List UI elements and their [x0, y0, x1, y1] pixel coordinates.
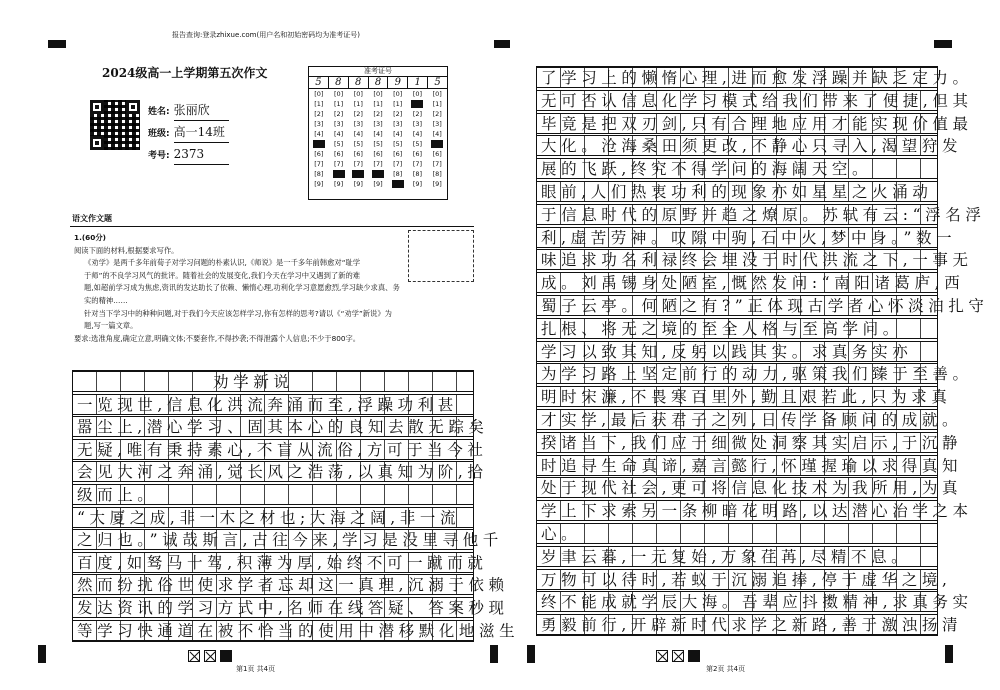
bubble-column: [408, 89, 428, 189]
bubble[interactable]: [2]: [432, 110, 442, 118]
header-note: 报告查询:登录zhixue.com(用户名和初始密码均为准考证号): [172, 31, 360, 39]
section-rule: [70, 226, 474, 227]
essay-row: [537, 455, 963, 476]
bubble[interactable]: [0]: [373, 90, 383, 98]
bubble[interactable]: [2]: [314, 110, 324, 118]
bubble[interactable]: [5]: [373, 140, 383, 148]
exam-title: 2024级高一上学期第五次作文: [102, 66, 268, 80]
bubble[interactable]: [0]: [393, 90, 403, 98]
qr-code: [90, 100, 140, 150]
answer-option-box[interactable]: [656, 650, 668, 662]
bubble[interactable]: [5]: [333, 140, 344, 148]
bubble[interactable]: [6]: [353, 150, 363, 158]
essay-row: [537, 341, 937, 362]
registration-mark: [38, 645, 46, 663]
bubble[interactable]: [4]: [333, 130, 344, 138]
essay-line: 级而上。: [77, 486, 158, 504]
admission-digit: 8: [369, 77, 389, 88]
bubble[interactable]: [1]: [353, 100, 363, 108]
essay-line: 揆诸当下,我们应于细微处洞察其实启示,于沉静: [541, 433, 963, 452]
essay-line: 然而纷扰俗世使求学者忘却这一真理,沉溺于依赖: [77, 576, 509, 595]
bubble-column: [388, 89, 408, 189]
bubble[interactable]: [3]: [353, 120, 363, 128]
bubble[interactable]: [3]: [393, 120, 403, 128]
bubble[interactable]: [4]: [314, 130, 324, 138]
bubble[interactable]: [3]: [314, 120, 324, 128]
admission-digit: 1: [408, 77, 428, 88]
bubble[interactable]: [8]: [432, 170, 442, 178]
essay-row: [537, 295, 989, 316]
bubble[interactable]: [0]: [432, 90, 442, 98]
bubble[interactable]: [3]: [432, 120, 442, 128]
essay-line: 万物可以待时,若蚁于沉溺追捧,停于虚华之境,: [541, 570, 952, 589]
essay-row: [537, 477, 963, 498]
question-line: 针对当下学习中的种种问题,对于我们今天应该怎样学习,你有怎样的思考?请以《“劝学”新说》为: [84, 308, 392, 318]
question-line: 于师”的不良学习风气的批评。随着社会的发展变化,我们今天在学习中又遇到了新的难: [84, 270, 361, 280]
bubble[interactable]: [1]: [373, 100, 383, 108]
admission-digit: 9: [388, 77, 408, 88]
bubble[interactable]: [9]: [412, 180, 423, 188]
bubble-column: [309, 89, 329, 189]
essay-row: [537, 227, 957, 248]
bubble[interactable]: [5]: [393, 140, 403, 148]
bubble[interactable]: [9]: [432, 180, 442, 188]
bubble[interactable]: [1]: [393, 100, 403, 108]
question-prompt: [74, 232, 404, 345]
id-label: 考号:: [148, 151, 170, 161]
bubble[interactable]: [7]: [353, 160, 363, 168]
essay-row: [537, 363, 973, 384]
bubble[interactable]: [5]: [412, 140, 423, 148]
essay-line: 会见大河之奔涌,觉长风之浩荡,以真知为阶,拾: [77, 463, 488, 482]
essay-row: [73, 484, 473, 505]
essay-row: [537, 204, 986, 225]
essay-row: [537, 546, 937, 567]
bubble[interactable]: [4]: [373, 130, 383, 138]
essay-line: 心。: [541, 525, 582, 543]
bubble[interactable]: [9]: [333, 180, 344, 188]
bubble[interactable]: [9]: [353, 180, 363, 188]
id-value: 2373: [174, 144, 229, 165]
essay-row: [537, 67, 973, 88]
essay-grid-right: [536, 66, 989, 636]
bubble[interactable]: [2]: [393, 110, 403, 118]
admission-digit: 8: [349, 77, 369, 88]
answer-option-box[interactable]: [188, 650, 200, 662]
essay-row: [73, 371, 473, 392]
class-label: 班级:: [148, 129, 170, 139]
essay-line: 发达资讯的学习方式中,名师在线答疑、答案秒现: [77, 599, 509, 617]
essay-line: 之归也。”诚哉斯言,古往今来,学习是没里寻他千: [77, 531, 503, 550]
registration-mark: [490, 645, 498, 663]
essay-row: [537, 409, 963, 430]
bubble[interactable]: [411, 100, 423, 108]
bubble[interactable]: [0]: [314, 90, 324, 98]
essay-line: 处于现代社会,更可将信息化技术为我所用,为真: [541, 479, 963, 498]
essay-line: 无疑,唯有秉持素心,不盲从流俗,方可于当今社: [77, 440, 488, 459]
essay-row: [73, 416, 489, 437]
bubble[interactable]: [8]: [314, 170, 324, 178]
bubble-column: [348, 89, 368, 189]
bubble[interactable]: [333, 170, 345, 178]
bubble[interactable]: [7]: [432, 160, 442, 168]
essay-row: [537, 386, 952, 407]
bubble[interactable]: [3]: [412, 120, 423, 128]
bubble[interactable]: [7]: [412, 160, 423, 168]
essay-line: 大化。沧海桑田须更改,不静心只寻入,渴望狩发: [541, 137, 963, 156]
name-label: 姓名:: [148, 107, 170, 117]
bubble[interactable]: [7]: [333, 160, 344, 168]
question-line: 阅读下面的材料,根据要求写作。: [74, 245, 179, 255]
essay-line: 眼前,人们热衷功利的现象亦如星星之火涌动: [541, 183, 933, 201]
bubble[interactable]: [9]: [314, 180, 324, 188]
bubble[interactable]: [2]: [353, 110, 363, 118]
bubble-column: [329, 89, 349, 189]
registration-mark: [527, 645, 535, 663]
bubble[interactable]: [431, 140, 443, 148]
essay-line: 蜀子云亭。何陋之有?”正体现古学者心怀淡泊扎守: [541, 297, 989, 315]
essay-row: [537, 113, 973, 134]
scoring-area: [408, 230, 474, 282]
essay-row: [537, 591, 973, 612]
essay-line: 勇毅前行,开辟新时代求学之新路,善于激浊扬清: [541, 616, 963, 635]
admission-caption: 准考证号: [309, 67, 447, 77]
essay-line: 了学习上的懒惰心理,进而愈发浮躁并缺乏定力。: [541, 69, 973, 87]
bubble-column: [427, 89, 447, 189]
admission-digit: 5: [434, 77, 441, 88]
essay-row: [537, 318, 937, 339]
essay-line: 嚣尘上,潜心学习、固其本心的良知去散无踪矣: [77, 418, 489, 437]
bubble[interactable]: [2]: [373, 110, 383, 118]
bubble[interactable]: [8]: [393, 170, 403, 178]
answer-option-box[interactable]: [672, 650, 684, 662]
bubble[interactable]: [0]: [333, 90, 344, 98]
bubble[interactable]: [3]: [333, 120, 344, 128]
bubble[interactable]: [372, 170, 384, 178]
bubble[interactable]: [7]: [373, 160, 383, 168]
essay-line: 学习以致其知,反躬以践其实。求真务实亦: [541, 342, 913, 361]
bubble[interactable]: [8]: [412, 170, 423, 178]
registration-mark: [494, 40, 510, 48]
essay-line: 展的飞跃,终究不得学问的海阔天空。: [541, 160, 873, 179]
essay-row: [537, 432, 963, 453]
bubble[interactable]: [2]: [333, 110, 344, 118]
bubble[interactable]: [6]: [314, 150, 324, 158]
essay-row: [537, 90, 973, 111]
bubble[interactable]: [7]: [314, 160, 324, 168]
class-value: 高一14班: [174, 122, 229, 143]
essay-line: 终不能成就学辰大海。吾辈应抖擞精神,求真务实: [541, 593, 973, 612]
essay-grid-left: [72, 370, 520, 642]
essay-line: 等学习快通道在被不恰当的使用中潜移默化地滋生: [77, 621, 520, 640]
bubble[interactable]: [4]: [432, 130, 442, 138]
essay-line: 学上下求索另一条柳暗花明路,以达潜心治学之本: [541, 502, 973, 521]
essay-line: 岁聿云暮,一元复始,万象荏苒,尽精不息。: [541, 547, 912, 566]
essay-row: [537, 181, 937, 202]
bubble[interactable]: [313, 140, 325, 148]
essay-row: [537, 158, 937, 179]
essay-row: [537, 249, 973, 270]
bubble[interactable]: [6]: [393, 150, 403, 158]
essay-line: 一览现世,信息化洪流奔涌而至,浮躁功利甚: [77, 395, 458, 414]
essay-line: 于信息时代的原野并趋之燎原。苏轼有云:“浮名浮: [541, 205, 986, 224]
question-line: 《劝学》是两千多年前荀子对学习问题的朴素认识,《师说》是一千多年前韩愈对“耻学: [84, 258, 361, 268]
name-value: 张丽欣: [174, 100, 229, 121]
question-line: 题,如超前学习成为焦虑,资讯的发达助长了依赖、懒惰心理,功利化学习意愿愈烈,学习缺少求真、务: [84, 283, 400, 293]
bubble[interactable]: [392, 180, 404, 188]
bubble[interactable]: [3]: [373, 120, 383, 128]
essay-row: [537, 614, 963, 635]
essay-row: [73, 507, 473, 528]
answer-option-box[interactable]: [688, 650, 700, 662]
essay-line: 成。刘禹锡身处陋室,慨然发问:“南阳诸葛庐,西: [541, 274, 965, 293]
bubble[interactable]: [9]: [373, 180, 383, 188]
essay-line: 味追求功名利禄终会埋没于时代洪流之下,一事无: [541, 251, 973, 270]
essay-row: [537, 569, 952, 590]
essay-row: [537, 523, 937, 544]
question-line: 题,写一篇文章。: [84, 321, 138, 331]
admission-number-grid: [308, 66, 448, 200]
bubble[interactable]: [1]: [314, 100, 324, 108]
bubble[interactable]: [5]: [353, 140, 363, 148]
bubble[interactable]: [2]: [412, 110, 423, 118]
registration-mark: [945, 645, 953, 663]
essay-line: 百度,如驽马十驾,积薄为厚,始终不可一蹴而就: [77, 553, 488, 572]
essay-line: “大厦之成,非一木之材也;大海之阔,非一流: [77, 508, 461, 527]
essay-line: 利,虚苦劳神。叹隙中驹,石中火,梦中身。”数一: [541, 228, 957, 247]
essay-title: 劝学新说: [213, 373, 294, 391]
bubble[interactable]: [4]: [393, 130, 403, 138]
essay-line: 无可否认信息化学习模式给我们带来了便捷,但其: [541, 91, 973, 110]
page-footer-right: 第2页 共4页: [706, 665, 746, 673]
bubble[interactable]: [4]: [353, 130, 363, 138]
essay-line: 毕竟是把双刃剑,只有合理地应用才能实现价值最: [541, 114, 973, 133]
answer-option-box[interactable]: [204, 650, 216, 662]
admission-digits: [309, 77, 447, 89]
essay-row: [73, 529, 503, 550]
essay-row: [537, 135, 963, 156]
bubble[interactable]: [0]: [353, 90, 363, 98]
essay-line: 才实学,最后获君子之列,日传学备顾问的成就。: [541, 411, 963, 429]
admission-bubbles: [309, 89, 447, 189]
question-number: 1.(60分): [74, 233, 106, 242]
essay-row: [537, 500, 973, 521]
admission-digit: 5: [309, 77, 329, 88]
section-title: 语文作文题: [72, 214, 112, 223]
essay-row: [73, 461, 488, 482]
bubble[interactable]: [352, 170, 364, 178]
bubble[interactable]: [6]: [432, 150, 442, 158]
question-line: 要求:选准角度,确定立意,明确文体;不要套作,不得抄袭;不得泄露个人信息;不少于800字。: [74, 333, 361, 343]
admission-digit: 8: [329, 77, 349, 88]
bubble[interactable]: [0]: [412, 90, 423, 98]
essay-row: [73, 597, 509, 618]
essay-line: 明时宋濂,不畏寒百里外,勤且艰若此,只为求真: [541, 388, 952, 407]
bubble[interactable]: [4]: [412, 130, 423, 138]
essay-row: [73, 394, 473, 415]
bubble[interactable]: [7]: [393, 160, 403, 168]
essay-row: [537, 272, 965, 293]
registration-mark: [48, 40, 66, 48]
essay-row: [73, 620, 520, 641]
essay-row: [73, 439, 488, 460]
student-info: [148, 100, 229, 166]
bubble[interactable]: [1]: [333, 100, 344, 108]
bubble[interactable]: [6]: [412, 150, 423, 158]
page-footer-left: 第1页 共4页: [236, 665, 276, 673]
essay-line: 扎根、将无之境的至全人格与至高学问。: [541, 319, 903, 338]
registration-mark: [934, 40, 952, 48]
bubble[interactable]: [6]: [333, 150, 344, 158]
essay-line: 为学习路上坚定前行的动力,驱策我们臻于至善。: [541, 365, 973, 384]
essay-row: [73, 574, 509, 595]
bubble[interactable]: [6]: [373, 150, 383, 158]
essay-line: 时追寻生命真谛,嘉言懿行,怀瑾握瑜以求得真知: [541, 456, 963, 475]
bubble[interactable]: [1]: [432, 100, 442, 108]
bubble-column: [368, 89, 388, 189]
answer-option-box[interactable]: [220, 650, 232, 662]
essay-row: [73, 552, 488, 573]
question-line: 实的精神……: [84, 295, 128, 305]
